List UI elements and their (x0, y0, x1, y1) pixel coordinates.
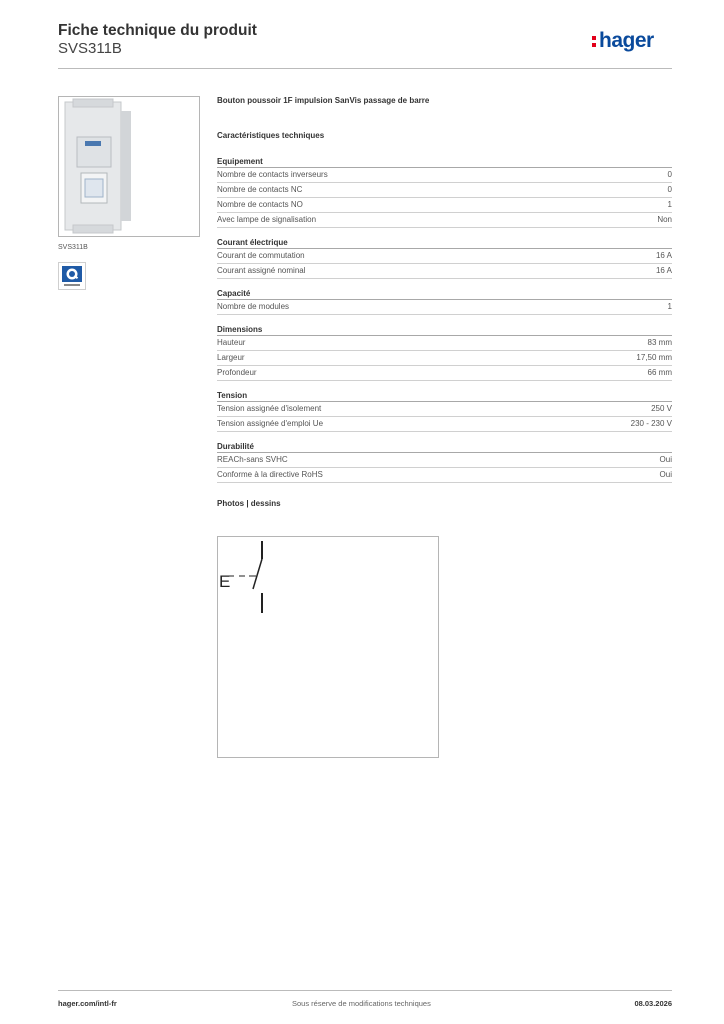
spec-row (217, 351, 672, 366)
header-divider (58, 68, 672, 69)
characteristics-panel (217, 96, 672, 508)
push-button-contact-symbol (218, 537, 438, 757)
spec-label: Nombre de contacts NO (217, 200, 303, 209)
section-title: Equipement (217, 156, 672, 168)
spec-value: Oui (659, 470, 672, 479)
spec-row (217, 183, 672, 198)
footer-website-link[interactable]: hager.com/intl-fr (58, 999, 117, 1008)
spec-row (217, 366, 672, 381)
logo-text: hager (599, 29, 654, 52)
quality-seal-icon (59, 263, 85, 289)
photos-title: Photos | dessins (217, 499, 281, 508)
spec-section (217, 441, 672, 483)
spec-label: Conforme à la directive RoHS (217, 470, 323, 479)
spec-row (217, 453, 672, 468)
schematic-drawing (217, 536, 439, 758)
modular-push-button-image (59, 97, 199, 236)
spec-value: 83 mm (647, 338, 672, 347)
quality-badge (58, 262, 86, 290)
spec-label: Courant assigné nominal (217, 266, 306, 275)
section-title: Dimensions (217, 324, 672, 336)
spec-value: 230 - 230 V (630, 419, 672, 428)
spec-label: Courant de commutation (217, 251, 305, 260)
characteristics-title: Caractéristiques techniques (217, 131, 325, 140)
spec-value: 250 V (651, 404, 672, 413)
spec-label: Nombre de modules (217, 302, 290, 311)
spec-section (217, 288, 672, 315)
spec-label: REACh-sans SVHC (217, 455, 288, 464)
spec-value: 1 (667, 302, 672, 311)
spec-row (217, 213, 672, 228)
spec-section (217, 390, 672, 432)
spec-value: Non (657, 215, 672, 224)
spec-section (217, 324, 672, 381)
spec-label: Nombre de contacts inverseurs (217, 170, 328, 179)
spec-value: 0 (667, 185, 672, 194)
spec-label: Avec lampe de signalisation (217, 215, 317, 224)
logo-dots-icon (592, 33, 598, 47)
spec-label: Tension assignée d'emploi Ue (217, 419, 324, 428)
spec-value: 16 A (655, 251, 672, 260)
spec-row (217, 249, 672, 264)
spec-section (217, 156, 672, 228)
spec-row (217, 198, 672, 213)
spec-value: 66 mm (647, 368, 672, 377)
spec-label: Tension assignée d'isolement (217, 404, 322, 413)
spec-row (217, 468, 672, 483)
spec-label: Profondeur (217, 368, 257, 377)
spec-row (217, 168, 672, 183)
product-image (58, 96, 200, 237)
schematic-label: E (219, 572, 231, 591)
spec-row (217, 417, 672, 432)
spec-label: Nombre de contacts NC (217, 185, 303, 194)
footer-date: 08.03.2026 (634, 999, 672, 1008)
spec-row (217, 300, 672, 315)
hager-logo[interactable] (592, 29, 654, 53)
page-title: Fiche technique du produit (58, 22, 257, 39)
spec-value: Oui (659, 455, 672, 464)
spec-row (217, 264, 672, 279)
spec-row (217, 402, 672, 417)
product-image-caption: SVS311B (58, 244, 88, 251)
product-reference: SVS311B (58, 40, 122, 57)
section-title: Tension (217, 390, 672, 402)
footer-divider (58, 990, 672, 991)
section-title: Courant électrique (217, 237, 672, 249)
section-title: Durabilité (217, 441, 672, 453)
spec-label: Hauteur (217, 338, 246, 347)
spec-value: 16 A (655, 266, 672, 275)
spec-value: 0 (667, 170, 672, 179)
spec-row (217, 336, 672, 351)
section-title: Capacité (217, 288, 672, 300)
spec-section (217, 237, 672, 279)
spec-value: 1 (667, 200, 672, 209)
footer-notice: Sous réserve de modifications techniques (292, 999, 431, 1008)
spec-label: Largeur (217, 353, 245, 362)
product-description: Bouton poussoir 1F impulsion SanVis passage de barre (217, 96, 430, 105)
spec-value: 17,50 mm (636, 353, 672, 362)
